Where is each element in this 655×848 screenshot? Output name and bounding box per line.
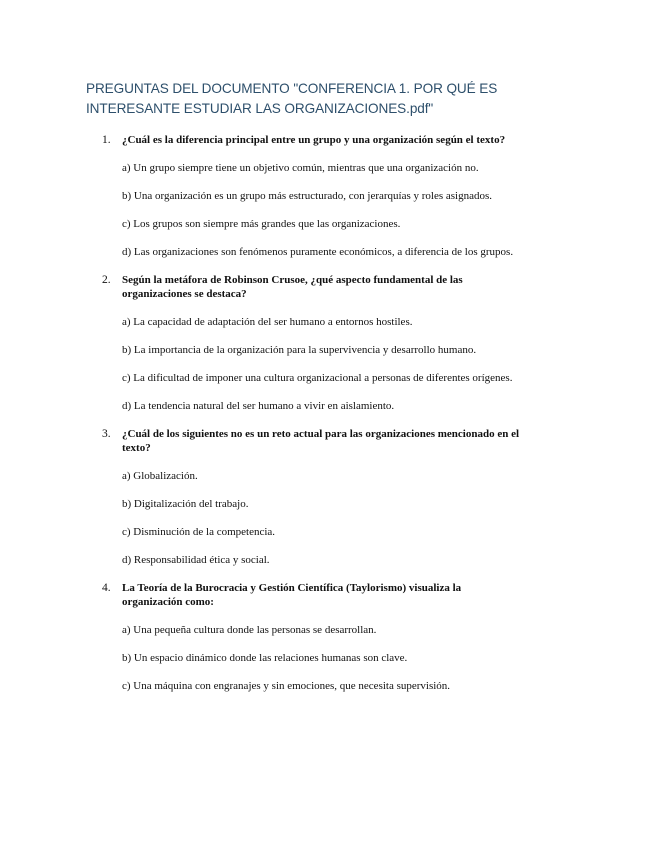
answer-option: c) Una máquina con engranajes y sin emociones, que necesita supervisión.: [122, 680, 451, 692]
answer-option: b) Una organización es un grupo más estructurado, con jerarquías y roles asignados.: [122, 190, 493, 202]
question-3: [86, 427, 526, 567]
answer-option: c) Disminución de la competencia.: [122, 526, 276, 538]
question-text: Según la metáfora de Robinson Crusoe, ¿qué aspecto fundamental de las organizaciones se destaca?: [122, 274, 463, 300]
answer-option: a) Una pequeña cultura donde las personas se desarrollan.: [122, 624, 377, 636]
question-text: La Teoría de la Burocracia y Gestión Científica (Taylorismo) visualiza la organización como:: [122, 582, 462, 608]
question-list: [86, 133, 526, 693]
answer-option: d) Las organizaciones son fenómenos puramente económicos, a diferencia de los grupos.: [122, 246, 514, 258]
answer-option: b) Digitalización del trabajo.: [122, 498, 249, 510]
question-2: [86, 273, 526, 413]
answer-option: b) Un espacio dinámico donde las relaciones humanas son clave.: [122, 652, 408, 664]
answer-option: c) La dificultad de imponer una cultura organizacional a personas de diferentes orígenes.: [122, 372, 513, 384]
question-1: [86, 133, 526, 259]
answer-option: a) La capacidad de adaptación del ser humano a entornos hostiles.: [122, 316, 413, 328]
answer-option: a) Globalización.: [122, 470, 198, 482]
question-number: 1.: [102, 134, 111, 146]
answer-option: b) La importancia de la organización para la supervivencia y desarrollo humano.: [122, 344, 477, 356]
question-text: ¿Cuál de los siguientes no es un reto actual para las organizaciones mencionado en el texto?: [122, 428, 520, 454]
question-number: 4.: [102, 582, 111, 594]
answer-option: d) Responsabilidad ética y social.: [122, 554, 270, 566]
document-title: PREGUNTAS DEL DOCUMENTO "CONFERENCIA 1. POR QUÉ ES INTERESANTE ESTUDIAR LAS ORGANIZACIONES.pdf": [86, 81, 498, 116]
answer-option: c) Los grupos son siempre más grandes que las organizaciones.: [122, 218, 401, 230]
answer-option: d) La tendencia natural del ser humano a vivir en aislamiento.: [122, 400, 395, 412]
question-number: 3.: [102, 428, 111, 440]
question-number: 2.: [102, 274, 111, 286]
answer-option: a) Un grupo siempre tiene un objetivo común, mientras que una organización no.: [122, 162, 479, 174]
question-text: ¿Cuál es la diferencia principal entre un grupo y una organización según el texto?: [122, 134, 506, 146]
question-4: [86, 581, 526, 693]
